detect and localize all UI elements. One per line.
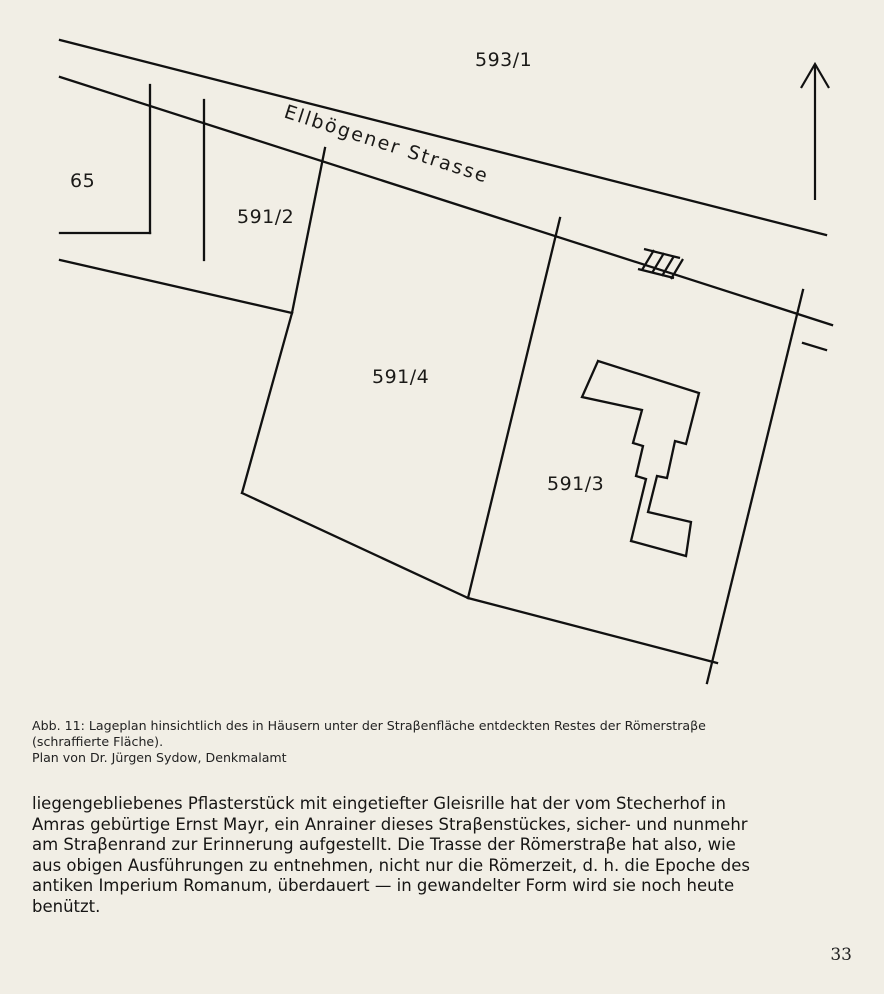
parcel-label-591-2: 591/2 <box>237 206 295 228</box>
parcel-label-65: 65 <box>70 170 96 192</box>
parcel-591-3-east-boundary <box>707 290 803 683</box>
body-line: aus obigen Ausführungen zu entnehmen, nicht nur die Römerzeit, d. h. die Epoche des <box>32 855 751 875</box>
parcel-label-593-1: 593/1 <box>475 49 533 71</box>
building-outline <box>582 361 699 556</box>
parcel-591-2-east-boundary <box>292 148 325 313</box>
parcel-591-4-east-boundary <box>468 218 560 598</box>
body-line: Amras gebürtige Ernst Mayr, ein Anrainer dieses Straβenstückes, sicher- und nunmehr <box>32 814 748 834</box>
page-number: 33 <box>830 945 852 965</box>
north-arrow-icon <box>801 64 829 200</box>
parcel-591-4-south-boundary <box>242 493 468 598</box>
caption-line: (schraffierte Fläche). <box>32 734 164 749</box>
street-lower-edge <box>60 77 832 325</box>
body-line: benützt. <box>32 896 101 916</box>
body-line: am Straβenrand zur Erinnerung aufgestellt. Die Trasse der Römerstraβe hat also, wie <box>32 835 736 854</box>
parcel-label-591-3: 591/3 <box>547 473 605 495</box>
body-line: antiken Imperium Romanum, überdauert — in gewandelter Form wird sie noch heute <box>32 876 735 895</box>
parcel-591-4-west-boundary <box>242 313 292 493</box>
parcel-591-3-side-line <box>803 343 826 350</box>
body-paragraph <box>32 794 862 917</box>
parcel-label-591-4: 591/4 <box>372 366 430 388</box>
street-label: Ellbögener Strasse <box>281 100 492 188</box>
parcel-591-2-lower-boundary <box>60 260 292 313</box>
figure-caption <box>32 718 862 766</box>
parcel-591-3-south-boundary <box>468 598 717 663</box>
caption-credit: Plan von Dr. Jürgen Sydow, Denkmalamt <box>32 750 287 765</box>
caption-line: Abb. 11: Lageplan hinsichtlich des in Häusern unter der Straβenfläche entdeckten Restes der Römerstraβe <box>32 718 706 733</box>
street-upper-edge <box>60 40 826 235</box>
body-line: liegengebliebenes Pflasterstück mit eingetiefter Gleisrille hat der vom Stecherhof in <box>32 794 726 813</box>
